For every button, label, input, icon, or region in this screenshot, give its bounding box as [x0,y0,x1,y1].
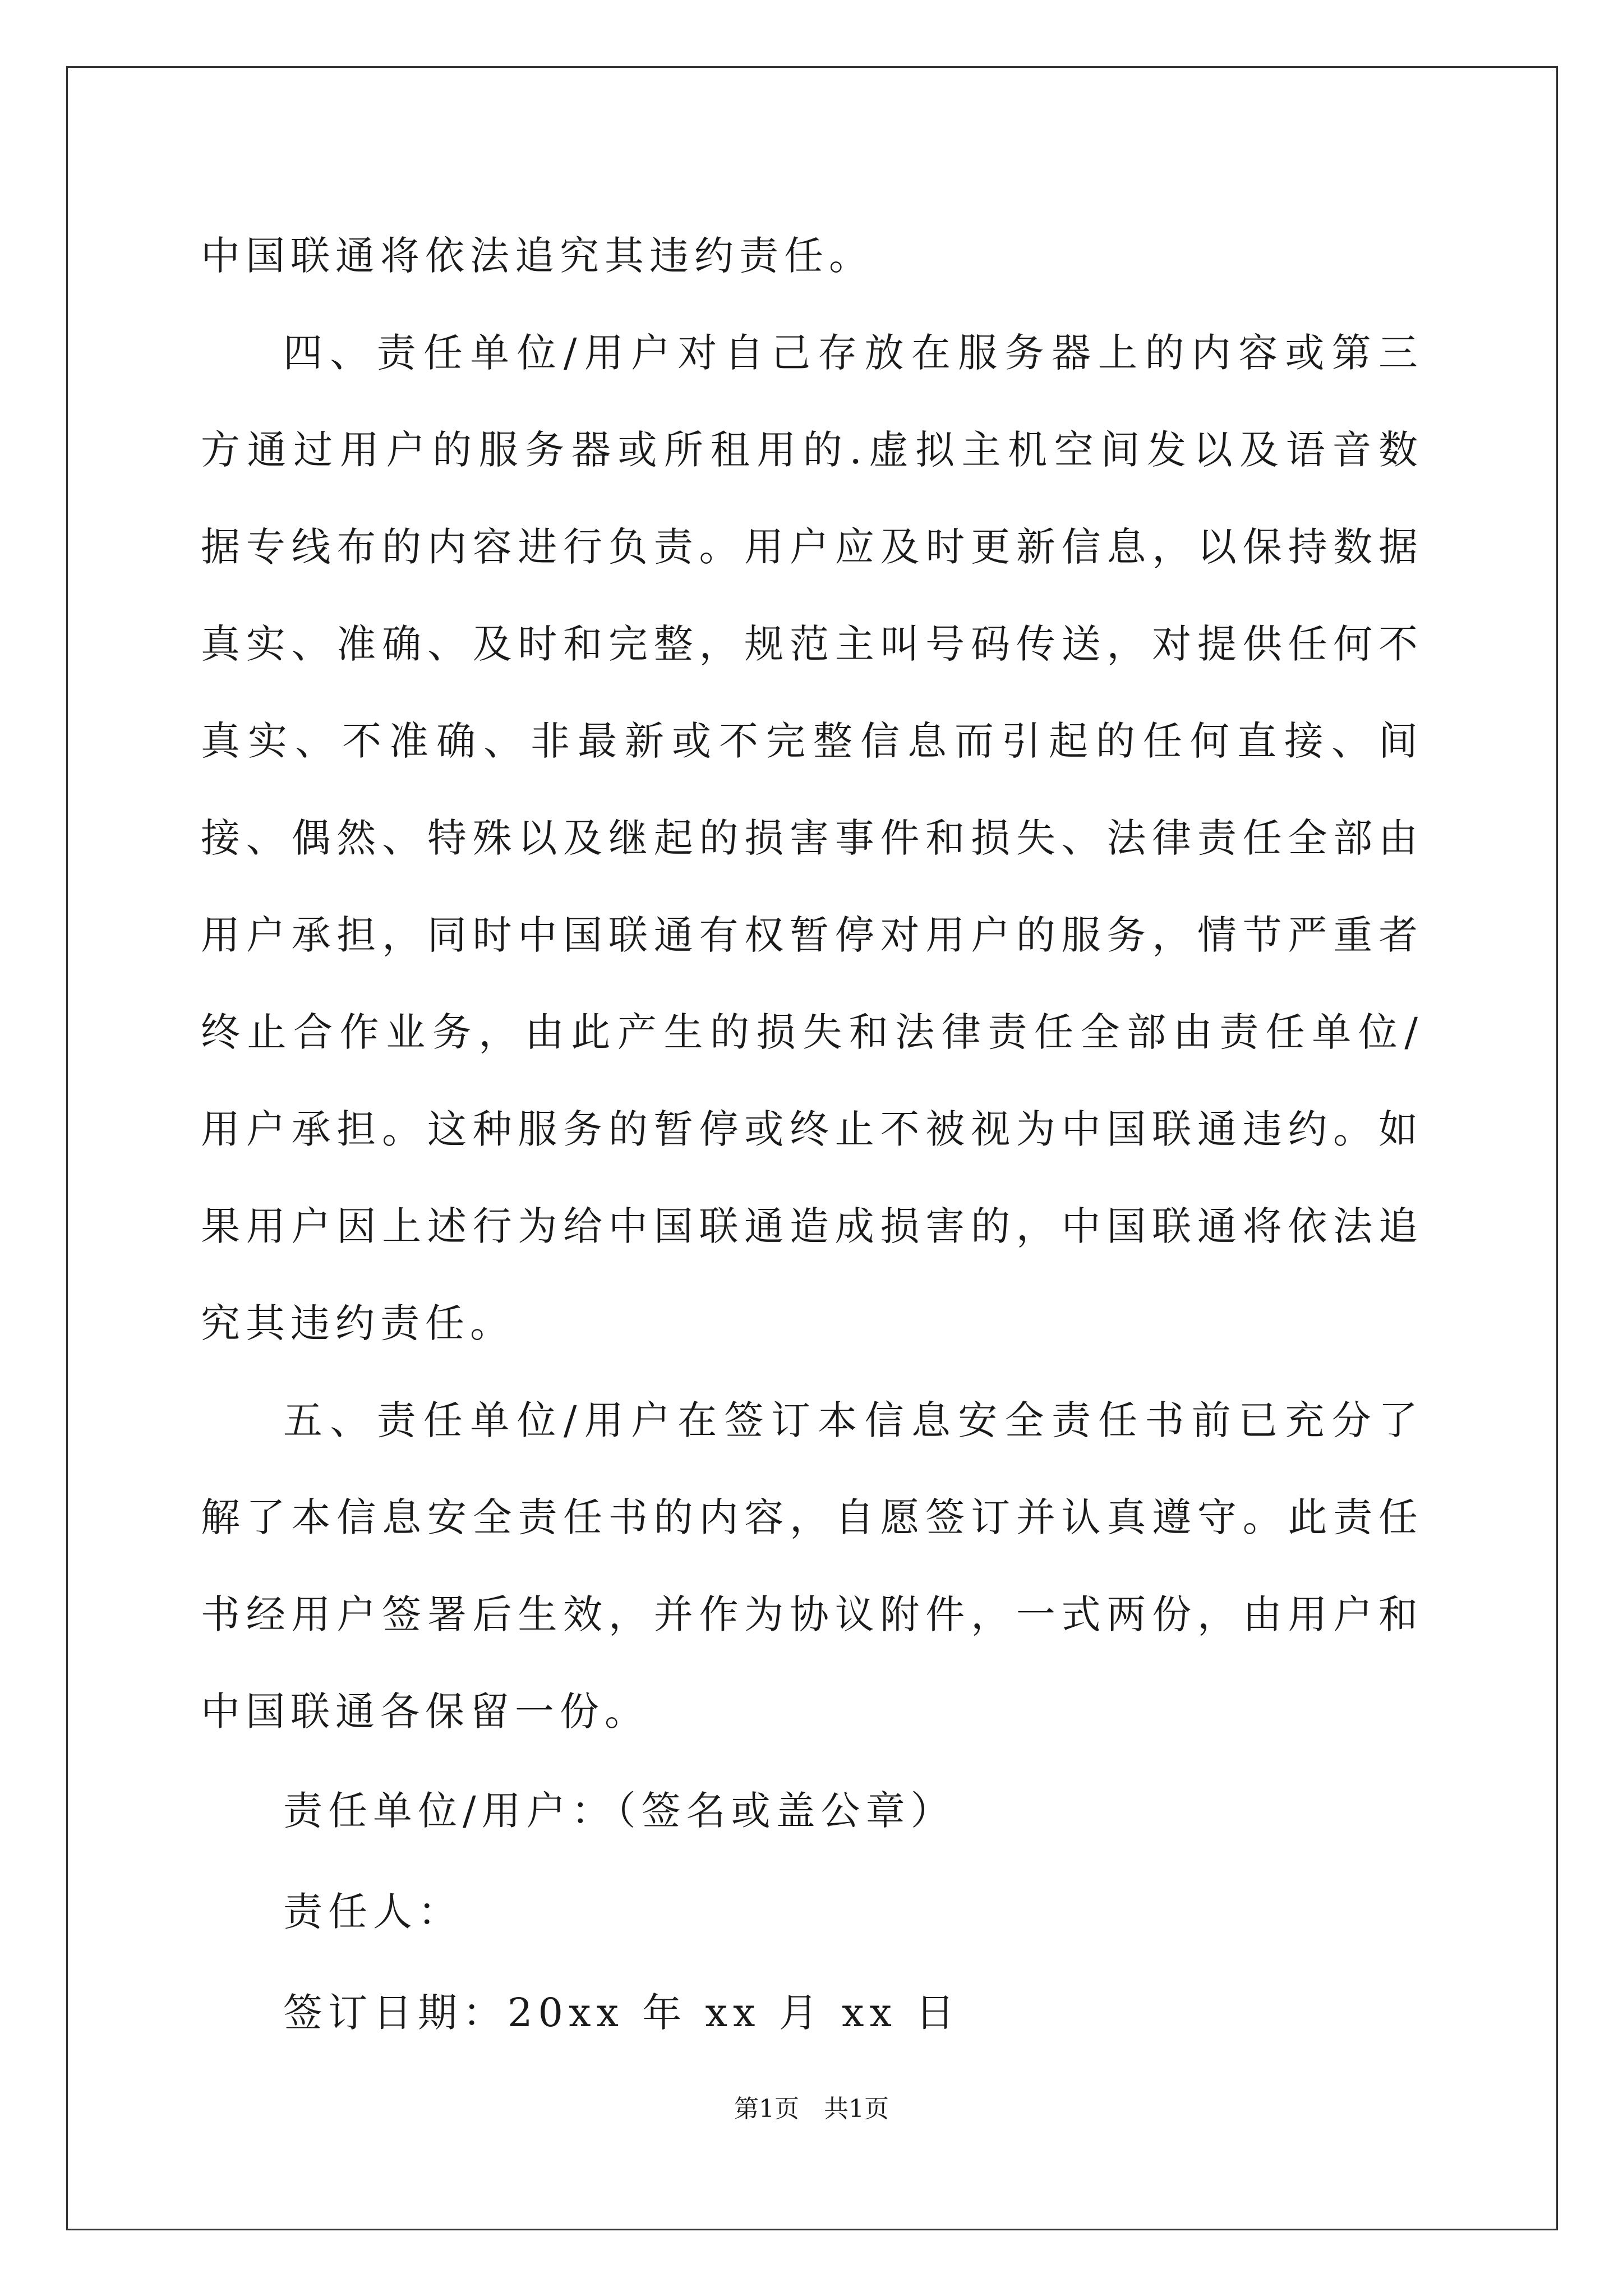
page-number-footer: 第1页 共1页 [734,2095,889,2123]
paragraph-continuation: 中国联通将依法追究其违约责任。 [201,233,874,279]
signature-unit-line: 责任单位/用户：（签名或盖公章） [283,1788,956,1834]
paragraph-clause-4: 四、责任单位/用户对自己存放在服务器上的内容或第三方通过用户的服务器或所租用的.虚拟主机空间发以及语音数据专线布的内容进行负责。用户应及时更新信息，以保持数据真实、准确、及时和完整，规范主叫号码传送，对提供任何不真实、不准确、非最新或不完整信息而引起的任何直接、间接、偶然、特殊以及继起的损害事件和损失、法律责任全部由用户承担，同时中国联通有权暂停对用户的服务，情节严重者终止合作业务，由此产生的损失和法律责任全部由责任单位/用户承担。这种服务的暂停或终止不被视为中国联通违约。如果用户因上述行为给中国联通造成损害的，中国联通将依法追究其违约责任。 [201,330,1423,1346]
document-body [201,208,1423,2063]
paragraph-clause-5: 五、责任单位/用户在签订本信息安全责任书前已充分了解了本信息安全责任书的内容，自愿签订并认真遵守。此责任书经用户签署后生效，并作为协议附件，一式两份，由用户和中国联通各保留一份。 [201,1397,1423,1734]
signature-date-line: 签订日期：20xx 年 xx 月 xx 日 [283,1990,961,2036]
signature-person-line: 责任人： [283,1889,463,1935]
